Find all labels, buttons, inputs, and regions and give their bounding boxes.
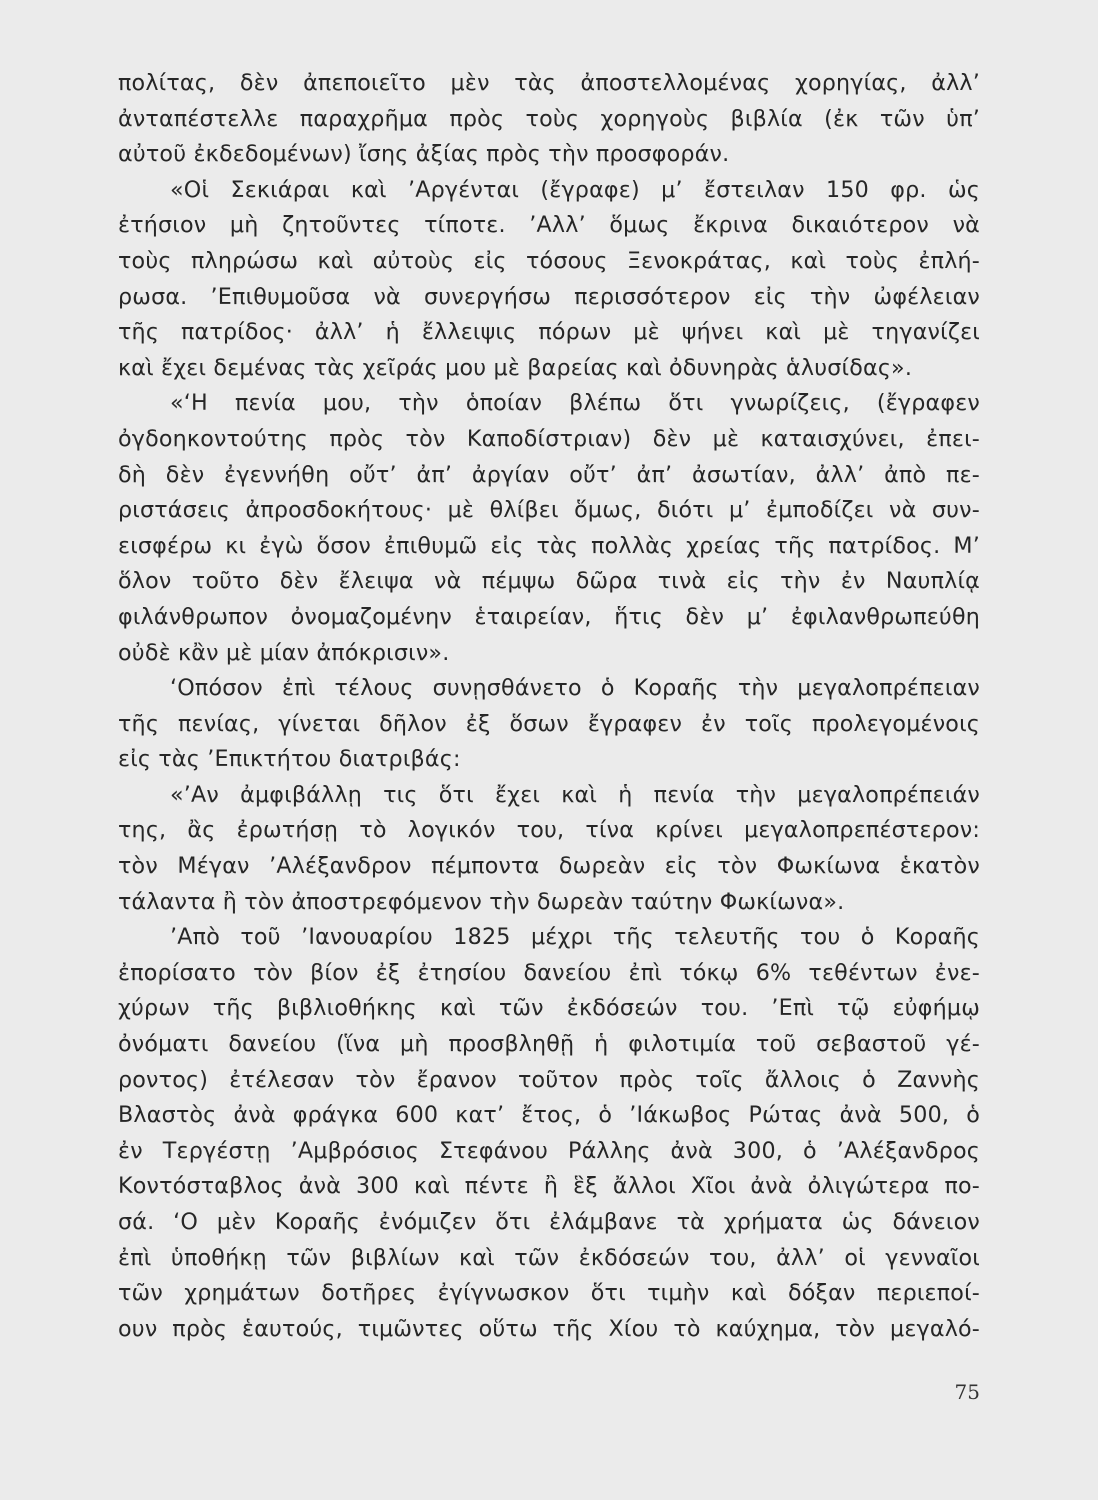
text-line: ἐπορίσατο τὸν βίον ἐξ ἐτησίου δανείου ἐπὶ τόκῳ 6% τεθέντων ἐνε- bbox=[118, 959, 980, 986]
text-line: εἰς τὰς ’Επικτήτου διατριβάς: bbox=[118, 746, 461, 773]
text-line: «Οἱ Σεκιάραι καὶ ’Αργένται (ἔγραφε) μ’ ἔστειλαν 150 φρ. ὡς bbox=[170, 176, 980, 203]
body-text bbox=[118, 66, 980, 1347]
text-line: τὸν Μέγαν ’Αλέξανδρον πέμποντα δωρεὰν εἰς τὸν Φωκίωνα ἑκατὸν bbox=[118, 853, 980, 880]
text-line: τῶν χρημάτων δοτῆρες ἐγίγνωσκον ὅτι τιμὴν καὶ δόξαν περιεποί- bbox=[118, 1280, 980, 1307]
text-line: οὐδὲ κἂν μὲ μίαν ἀπόκρισιν». bbox=[118, 639, 450, 666]
text-line: ὅλον τοῦτο δὲν ἔλειψα νὰ πέμψω δῶρα τινὰ εἰς τὴν ἐν Ναυπλίᾳ bbox=[118, 568, 980, 595]
text-line: ριστάσεις ἀπροσδοκήτους· μὲ θλίβει ὅμως, διότι μ’ ἐμποδίζει νὰ συν- bbox=[118, 497, 980, 524]
text-line: εισφέρω κι ἐγὼ ὅσον ἐπιθυμῶ εἰς τὰς πολλὰς χρείας τῆς πατρίδος. Μ’ bbox=[118, 532, 980, 559]
text-line: ὀγδοηκοντούτης πρὸς τὸν Καποδίστριαν) δὲν μὲ καταισχύνει, ἐπει- bbox=[118, 425, 980, 452]
text-line: φιλάνθρωπον ὀνομαζομένην ἑταιρείαν, ἥτις δὲν μ’ ἐφιλανθρωπεύθη bbox=[118, 603, 980, 630]
text-line: «‘Η πενία μου, τὴν ὁποίαν βλέπω ὅτι γνωρίζεις, (ἔγραφεν bbox=[170, 390, 980, 417]
text-line: τάλαντα ἢ τὸν ἀποστρεφόμενον τὴν δωρεὰν ταύτην Φωκίωνα». bbox=[118, 888, 845, 915]
text-line: σά. ‘Ο μὲν Κοραῆς ἐνόμιζεν ὅτι ἐλάμβανε τὰ χρήματα ὡς δάνειον bbox=[118, 1209, 980, 1235]
text-line: πολίτας, δὲν ἀπεποιεῖτο μὲν τὰς ἀποστελλομένας χορηγίας, ἀλλ’ bbox=[118, 70, 980, 96]
text-line: αὐτοῦ ἐκδεδομένων) ἴσης ἀξίας πρὸς τὴν προσφοράν. bbox=[118, 141, 730, 168]
text-line: Βλαστὸς ἀνὰ φράγκα 600 κατ’ ἔτος, ὁ ’Ιάκωβος Ρώτας ἀνὰ 500, ὁ bbox=[118, 1102, 980, 1129]
text-line: ‘Οπόσον ἐπὶ τέλους συνῃσθάνετο ὁ Κοραῆς τὴν μεγαλοπρέπειαν bbox=[170, 675, 980, 702]
text-line: «’Αν ἀμφιβάλλῃ τις ὅτι ἔχει καὶ ἡ πενία τὴν μεγαλοπρέπειάν bbox=[170, 781, 980, 808]
text-line: τοὺς πληρώσω καὶ αὐτοὺς εἰς τόσους Ξενοκράτας, καὶ τοὺς ἐπλή- bbox=[118, 247, 980, 274]
text-line: τῆς πενίας, γίνεται δῆλον ἐξ ὅσων ἔγραφεν ἐν τοῖς προλεγομένοις bbox=[118, 710, 980, 737]
text-line: ἀνταπέστελλε παραχρῆμα πρὸς τοὺς χορηγοὺς βιβλία (ἐκ τῶν ὑπ’ bbox=[118, 105, 980, 132]
text-line: ρωσα. ’Επιθυμοῦσα νὰ συνεργήσω περισσότερον εἰς τὴν ὠφέλειαν bbox=[118, 283, 980, 310]
text-line: ἐτήσιον μὴ ζητοῦντες τίποτε. ’Αλλ’ ὅμως ἔκρινα δικαιότερον νὰ bbox=[118, 212, 980, 239]
page-number: 75 bbox=[954, 1380, 980, 1404]
text-line: ἐν Τεργέστῃ ’Αμβρόσιος Στεφάνου Ράλλης ἀνὰ 300, ὁ ’Αλέξανδρος bbox=[118, 1137, 980, 1164]
text-line: ἐπὶ ὑποθήκῃ τῶν βιβλίων καὶ τῶν ἐκδόσεών του, ἀλλ’ οἱ γενναῖοι bbox=[118, 1244, 980, 1271]
text-line: Κοντόσταβλος ἀνὰ 300 καὶ πέντε ἢ ἓξ ἄλλοι Χῖοι ἀνὰ ὀλιγώτερα πο- bbox=[118, 1173, 980, 1200]
text-line: δὴ δὲν ἐγεννήθη οὔτ’ ἀπ’ ἀργίαν οὔτ’ ἀπ’ ἀσωτίαν, ἀλλ’ ἀπὸ πε- bbox=[118, 461, 980, 488]
text-line: ροντος) ἐτέλεσαν τὸν ἔρανον τοῦτον πρὸς τοῖς ἄλλοις ὁ Ζαννὴς bbox=[118, 1066, 980, 1093]
text-line: ουν πρὸς ἑαυτούς, τιμῶντες οὕτω τῆς Χίου τὸ καύχημα, τὸν μεγαλό- bbox=[118, 1315, 980, 1342]
text-line: χύρων τῆς βιβλιοθήκης καὶ τῶν ἐκδόσεών του. ’Επὶ τῷ εὐφήμῳ bbox=[118, 995, 980, 1022]
text-line: τῆς πατρίδος· ἀλλ’ ἡ ἔλλειψις πόρων μὲ ψήνει καὶ μὲ τηγανίζει bbox=[118, 319, 980, 346]
text-line: ’Απὸ τοῦ ’Ιανουαρίου 1825 μέχρι τῆς τελευτῆς του ὁ Κοραῆς bbox=[170, 924, 980, 951]
text-line: της, ἂς ἐρωτήσῃ τὸ λογικόν του, τίνα κρίνει μεγαλοπρεπέστερον: bbox=[118, 817, 980, 844]
text-line: ὀνόματι δανείου (ἵνα μὴ προσβληθῇ ἡ φιλοτιμία τοῦ σεβαστοῦ γέ- bbox=[118, 1031, 980, 1058]
text-line: καὶ ἔχει δεμένας τὰς χεῖράς μου μὲ βαρείας καὶ ὀδυνηρὰς ἁλυσίδας». bbox=[118, 354, 913, 381]
